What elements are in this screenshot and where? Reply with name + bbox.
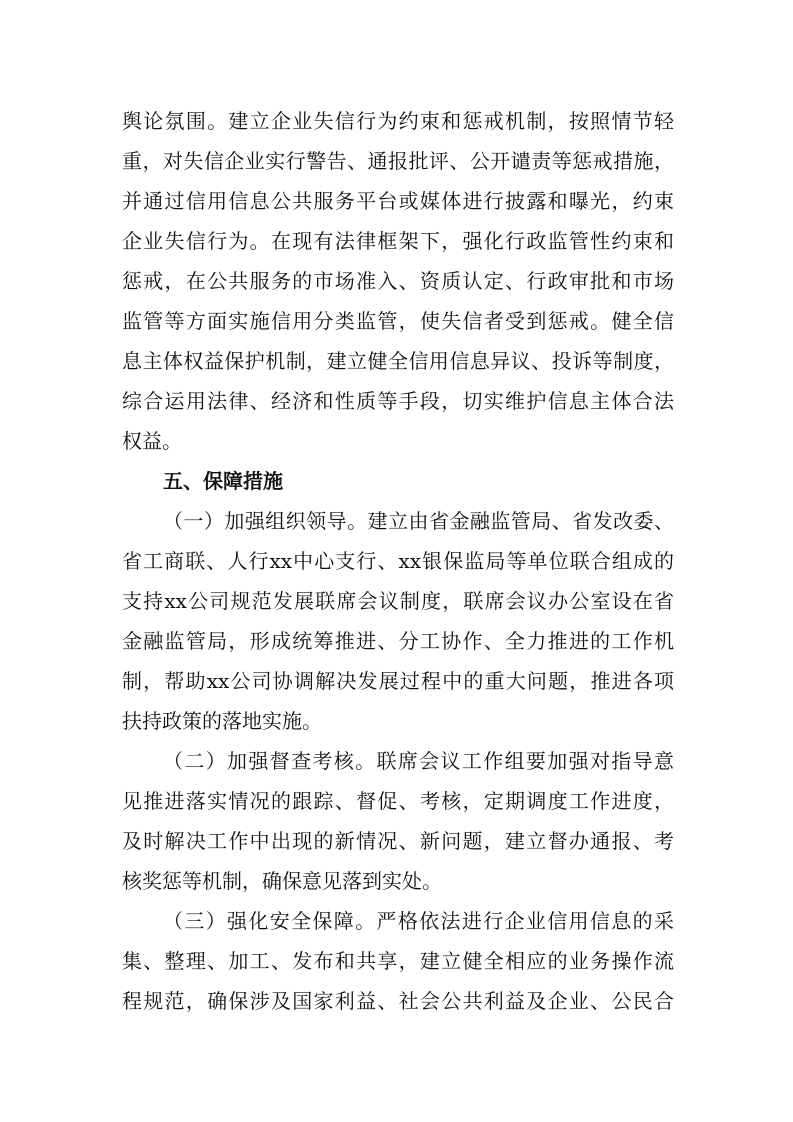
paragraph-line: 舆论氛围。建立企业失信行为约束和惩戒机制，按照情节轻 [122, 109, 674, 133]
paragraph-line: 权益。 [122, 429, 182, 453]
paragraph-line: 扶持政策的落地实施。 [122, 709, 322, 733]
paragraph-line: 监管等方面实施信用分类监管，使失信者受到惩戒。健全信 [122, 309, 674, 333]
paragraph-line: 并通过信用信息公共服务平台或媒体进行披露和曝光，约束 [122, 189, 674, 213]
paragraph-line: （二）加强督查考核。联席会议工作组要加强对指导意 [163, 749, 674, 773]
paragraph-line: 息主体权益保护机制，建立健全信用信息异议、投诉等制度， [122, 349, 674, 373]
paragraph-line: 见推进落实情况的跟踪、督促、考核，定期调度工作进度， [122, 789, 674, 813]
paragraph-line: 制，帮助xx公司协调解决发展过程中的重大问题，推进各项 [122, 669, 674, 693]
paragraph-line: 程规范，确保涉及国家利益、社会公共利益及企业、公民合 [122, 989, 674, 1013]
paragraph-line: 惩戒，在公共服务的市场准入、资质认定、行政审批和市场 [122, 269, 674, 293]
body-text [122, 101, 674, 1021]
paragraph-line: 重，对失信企业实行警告、通报批评、公开谴责等惩戒措施， [122, 149, 674, 173]
paragraph-line: 支持xx公司规范发展联席会议制度，联席会议办公室设在省 [122, 589, 674, 613]
paragraph-line: （一）加强组织领导。建立由省金融监管局、省发改委、 [163, 509, 674, 533]
paragraph-line: 及时解决工作中出现的新情况、新问题，建立督办通报、考 [122, 829, 674, 853]
paragraph-line: 集、整理、加工、发布和共享，建立健全相应的业务操作流 [122, 949, 674, 973]
paragraph-line: 企业失信行为。在现有法律框架下，强化行政监管性约束和 [122, 229, 674, 253]
section-heading: 五、保障措施 [163, 469, 283, 493]
paragraph-line: 省工商联、人行xx中心支行、xx银保监局等单位联合组成的 [122, 549, 674, 573]
paragraph-line: （三）强化安全保障。严格依法进行企业信用信息的采 [163, 909, 674, 933]
paragraph-line: 综合运用法律、经济和性质等手段，切实维护信息主体合法 [122, 389, 674, 413]
paragraph-line: 金融监管局，形成统筹推进、分工协作、全力推进的工作机 [122, 629, 674, 653]
paragraph-line: 核奖惩等机制，确保意见落到实处。 [122, 869, 442, 893]
